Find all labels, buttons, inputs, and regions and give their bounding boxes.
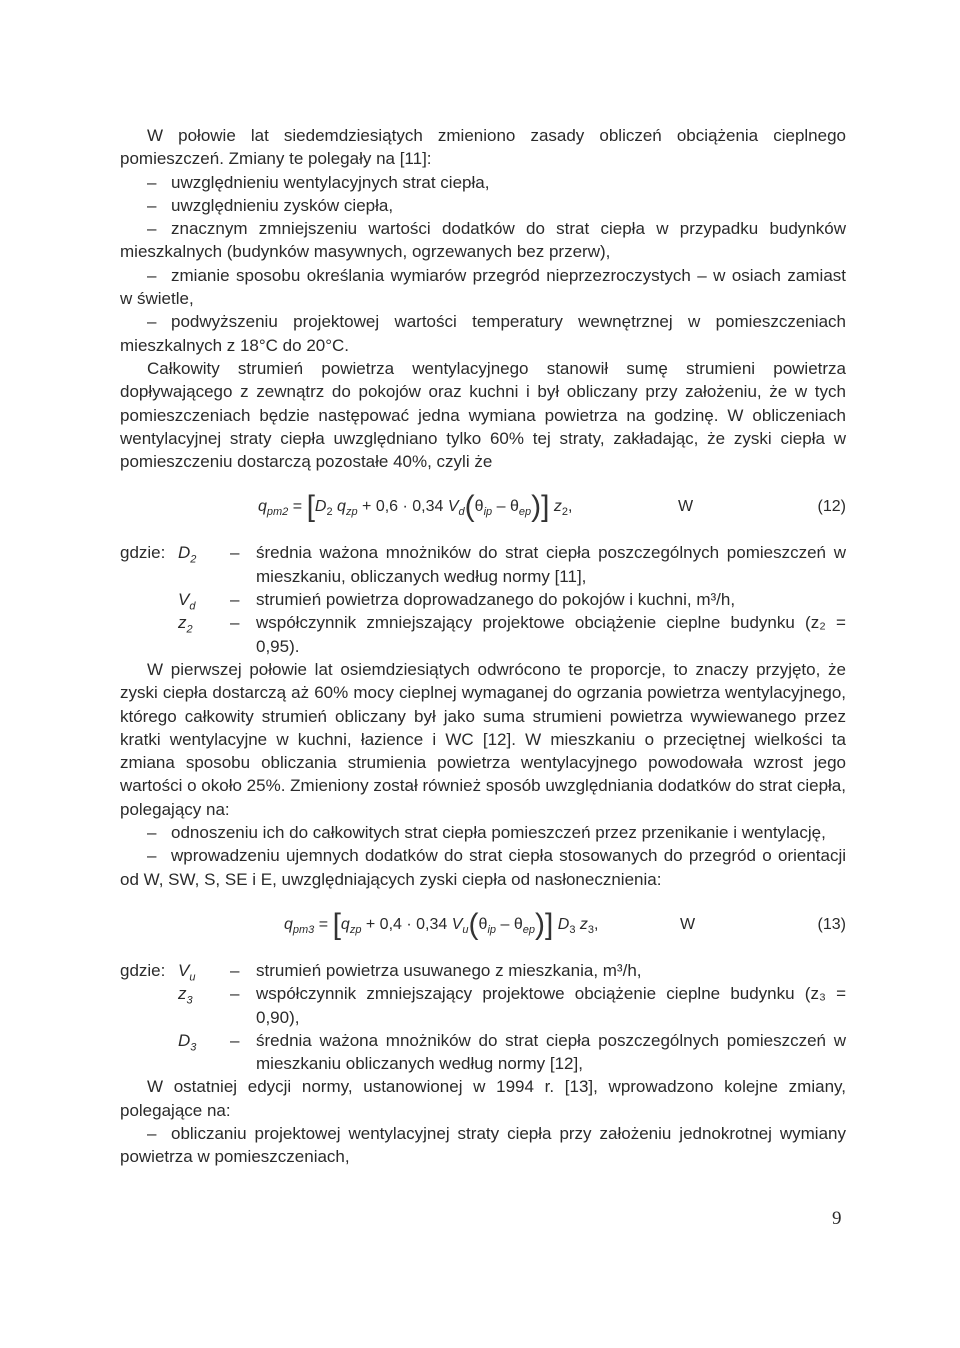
formula-13-unit: W (680, 915, 696, 933)
changes-list-1 (120, 171, 846, 357)
list-item: – zmianie sposobu określania wymiarów przegród nieprzezroczystych – w osiach zamiast w świetle, (120, 265, 846, 309)
definitions-13 (120, 959, 846, 1075)
list-item: – wprowadzeniu ujemnych dodatków do strat ciepła stosowanych do przegród o orientacji od W, SW, S, SE i E, uwzględniających zyski ciepła od nasłonecznienia: (120, 846, 846, 889)
paragraph-intro: W połowie lat siedemdziesiątych zmieniono zasady obliczeń obciążenia cieplnego pomieszczeń. Zmiany te polegały na [11]: (120, 126, 846, 169)
formula-12-unit: W (678, 498, 694, 516)
formula-13-number: (13) (817, 915, 846, 933)
definition-row: $D_3$ – średnia ważona mnożników do strat ciepła poszczególnych pomieszczeń w mieszkaniu obliczanych według normy [12], (178, 1030, 846, 1074)
definition-row: gdzie: $V_u$ – strumień powietrza usuwanego z mieszkania, m³/h, (120, 960, 642, 984)
list-item: – podwyższeniu projektowej wartości temperatury wewnętrznej w pomieszczeniach mieszkalnych z 18°C do 20°C. (120, 312, 846, 355)
formula-13-expression: $q_{pm3} = [q_{zp} + 0,4 \cdot 0,34$ $V_u(\theta_{ip} - \theta_{ep})$] $D_3$ $z_3$, (284, 907, 599, 941)
definitions-12 (120, 541, 846, 657)
body-text (120, 124, 846, 1169)
list-item: – uwzględnieniu zysków ciepła, (147, 195, 394, 215)
list-item: – obliczaniu projektowej wentylacyjnej straty ciepła przy założeniu jednokrotnej wymiany powietrza w pomieszczeniach, (120, 1123, 846, 1167)
changes-list-3 (120, 1122, 846, 1169)
list-item: – uwzględnieniu wentylacyjnych strat ciepła, (147, 172, 490, 192)
definition-row: gdzie: $D_2$ – średnia ważona mnożników do strat ciepła poszczególnych pomieszczeń w mieszkaniu, obliczanych według normy [11], (120, 543, 846, 586)
paragraph-eighties: W pierwszej połowie lat osiemdziesiątych odwrócono te proporcje, to znaczy przyjęto, że zyski ciepła dostarczą aż 60% mocy cieplnej wymaganej do ogrzania powietrza wentylacyjnego, którego całkowity strumień obliczany był jako suma strumieni powietrza wywiewanego przez kratki wentylacyjne w kuchni, łazience i WC [12]. W mieszkaniu o przeciętnej wielkości ta zmiana sposobu obliczania strumienia powietrza wentylacyjnego powodowała wzrost jego wartości o około 25%. Zmieniony został również sposób uwzględniania dodatków do strat ciepła, polegający na: (120, 659, 846, 819)
formula-12-number: (12) (817, 498, 846, 516)
list-item: – znacznym zmniejszeniu wartości dodatków do strat ciepła w przypadku budynków mieszkalnych (budynków masywnych, ogrzewanych bez przerw), (120, 219, 846, 262)
definition-row: $V_d$ – strumień powietrza doprowadzanego do pokojów i kuchni, m³/h, (178, 590, 736, 613)
formula-12-expression: $q_{pm2} = [D_2$ $q_{zp} + 0,6 \cdot 0,34$ $V_d(\theta_{ip} - \theta_{ep})$] $z_2$, (258, 490, 573, 524)
list-item: – odnoszeniu ich do całkowitych strat ciepła pomieszczeń przez przenikanie i wentylację, (147, 823, 826, 843)
paragraph-ventilation: Całkowity strumień powietrza wentylacyjnego stanowił sumę strumieni powietrza dopływającego z zewnątrz do pokojów oraz kuchni i był obliczany przy założeniu, że w tych pomieszczeniach będzie następować jedna wymiana powietrza na godzinę. W obliczeniach wentylacyjnej straty ciepła uwzględniano tylko 60% tej straty, zakładając, że zyski ciepła w pomieszczeniu dostarczą pozostałe 40%, czyli że (120, 358, 846, 472)
page-number: 9 (832, 1208, 842, 1229)
changes-list-2 (120, 821, 846, 891)
formula-12 (120, 485, 846, 535)
formula-13 (120, 903, 846, 953)
definition-row: $z_3$ – współczynnik zmniejszający projektowe obciążenie cieplne budynku (z₃ = 0,90), (178, 984, 846, 1027)
paragraph-last-edition: W ostatniej edycji normy, ustanowionej w 1994 r. [13], wprowadzono kolejne zmiany, polegające na: (120, 1077, 846, 1120)
definition-row: $z_2$ – współczynnik zmniejszający projektowe obciążenie cieplne budynku (z₂ = 0,95). (178, 613, 846, 656)
